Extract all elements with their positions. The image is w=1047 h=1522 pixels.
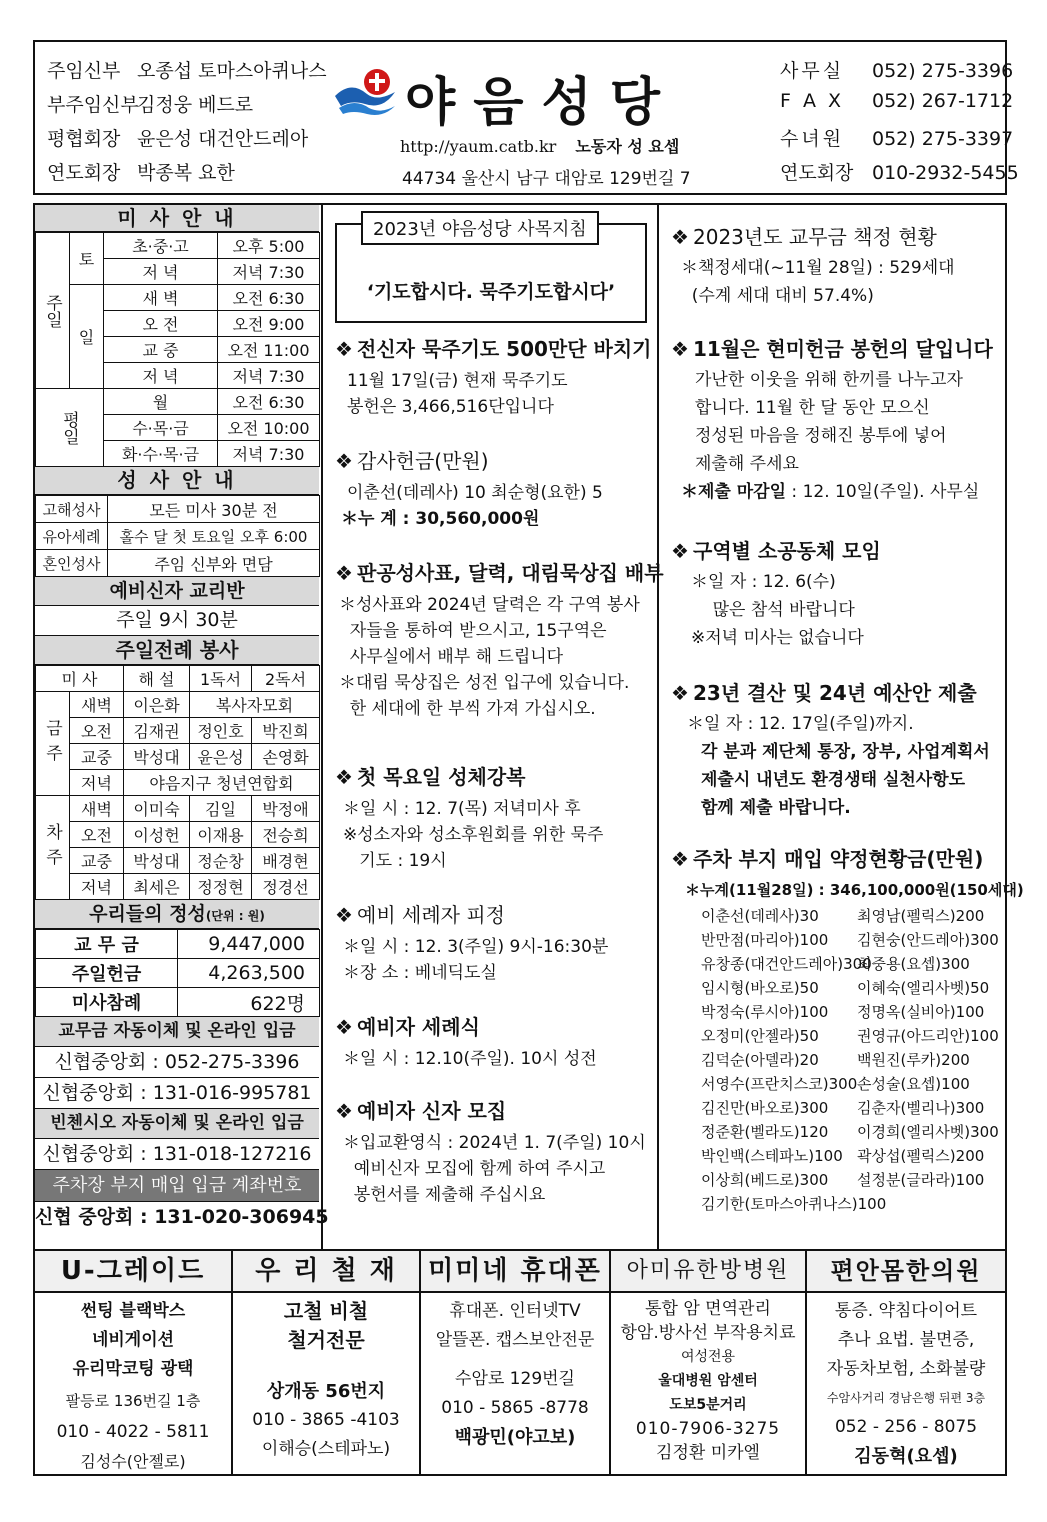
diamond-bullet-icon: ❖ xyxy=(335,903,353,927)
list-item: 유창종(대건안드레아)300최중용(요셉)300 xyxy=(701,955,970,973)
tithe-account-1: 신협중앙회 : 052-275-3396 xyxy=(35,1047,319,1078)
sacrament-table: 고해성사 모든 미사 30분 전 유아세례 홀수 달 첫 토요일 오후 6:00 혼인성사 주임 신부와 면담 xyxy=(35,495,320,577)
parking-account-title: 주차장 부지 매입 입금 계좌번호 xyxy=(35,1170,319,1202)
sacrament-title: 성 사 안 내 xyxy=(35,467,319,495)
parish-logo xyxy=(333,60,723,133)
diamond-bullet-icon: ❖ xyxy=(671,847,689,871)
website-url: http://yaum.catb.kr 노동자 성 요셉 xyxy=(400,137,680,156)
list-item: 박인백(스테파노)100 곽상섭(펠릭스)200 xyxy=(701,1147,985,1165)
rosary-section: ❖ 전신자 묵주기도 500만단 바치기 11월 17일(금) 현재 묵주기도 봉헌은 3,466,516단입니다 xyxy=(335,337,652,417)
liturgy-title: 주일전례 봉사 xyxy=(35,636,319,665)
list-item: 정준환(벨라도)120 이경희(엘리사벳)300 xyxy=(701,1123,999,1141)
address: 44734 울산시 남구 대암로 129번길 7 xyxy=(402,169,691,189)
list-item: 김기한(토마스아퀴나스)100 xyxy=(701,1195,887,1213)
list-item: 임시형(바오로)50 이혜숙(엘리사벳)50 xyxy=(701,979,990,997)
mass-schedule-table: 주일 토 초·중·고 오후 5:00 저 녁 저녁 7:30 일 새 벽 오전 6:30 오 전 오전 9:00 교 중 오전 11:00 저 녁 저녁 7:30 평일 월 오전 6:30 수·목·금 오전 10:00 화·수·목·금 저녁 7:30 xyxy=(35,232,320,467)
list-item: 오정미(안젤라)50 권영규(아드리안)100 xyxy=(701,1027,999,1045)
ad-amiyu-hospital: 아미유한방병원 통합 암 면역관리 항암.방사선 부작용치료 여성전용 울대병원 암센터 도보5분거리 010-7906-3275 김정환 미카엘 xyxy=(611,1251,807,1474)
list-item: 이춘선(데레사)30 최영남(펠릭스)200 xyxy=(701,907,985,925)
pastoral-motto: ‘기도합시다. 묵주기도합시다’ xyxy=(366,281,616,303)
ad-pyeonan-clinic: 편안몸한의원 통증. 약침다이어트 추나 요법. 불면증, 자동차보험, 소화불량 수암사거리 경남은행 뒤편 3층 052 - 256 - 8075 김동혁(요셉) xyxy=(807,1251,1005,1474)
tithe-account-2: 신협중앙회 : 131-016-995781 xyxy=(35,1078,319,1109)
diamond-bullet-icon: ❖ xyxy=(335,765,353,789)
liturgy-table: 미 사 해 설 1독서 2독서 금주 새벽 이은화 복사자모회 오전 김재권 정인호 박진희 교중 박성대 윤은성 손영화 저녁 야음지구 청년연합회 차주 새벽 이미숙 김일 박정애 오전 이성헌 이재용 전승희 교중 박성대 정순창 배경현 저녁 최세은 정정현 정경선 xyxy=(35,665,320,900)
contact-list: 사무실 052) 275-3396 F A X 052) 267-1712 수녀원 052) 275-3397 연도회장 010-2932-5455 xyxy=(780,60,1019,184)
diamond-bullet-icon: ❖ xyxy=(671,225,689,249)
donor-list xyxy=(671,904,1005,1216)
diamond-bullet-icon: ❖ xyxy=(335,337,353,361)
tithe-account-title: 교무금 자동이체 및 온라인 입금 xyxy=(35,1017,319,1047)
vincent-account-title: 빈첸시오 자동이체 및 온라인 입금 xyxy=(35,1109,319,1139)
parking-pledge-section: ❖ 주차 부지 매입 약정현황금(만원) ＊누계(11월28일) : 346,100,000원(150세대) 이춘선(데레사)30 최영남(펠릭스)200 반만점(마리아)100 김현숭(안드레아)300 유창종(대건안드레아)300최중용(요셉)300 임시형(바오로)50 이혜숙(엘리사벳)50 박정숙(루시아)100 정명옥(실비아)100 오정미(안젤라)50 권영규(아드리안)100 김덕순(아델라)20 백원진(루카)200 서영수(프란치스코)300손성술(요셉)100 김진만(바오로)300 김춘자(벨리나)300 정준환(벨라도)120 이경희(엘리사벳)300 박인백(스테파노)100 곽상섭(펠릭스)200 이상희(베드로)300 설정분(글라라)100 김기한(토마스아퀴나스)100 xyxy=(671,843,1005,1216)
tithe-status-section: ❖ 2023년도 교무금 책정 현황 ＊책정세대(~11월 28일) : 529세대 (수계 세대 대비 57.4%) xyxy=(671,225,955,306)
thanks-offering-section: ❖ 감사헌금(만원) 이춘선(데레사) 10 최순형(요한) 5 ＊누 계 : 30,560,000원 xyxy=(335,449,603,529)
pastoral-guideline-title: 2023년 야음성당 사목지침 xyxy=(361,211,599,245)
mass-title: 미 사 안 내 xyxy=(35,205,319,232)
retreat-section: ❖ 예비 세례자 피정 ＊일 시 : 12. 3(주일) 9시-16:30분 ＊장 소 : 베네딕도실 xyxy=(335,903,609,983)
catechumen-title: 예비신자 교리반 xyxy=(35,577,319,606)
advertisement-strip xyxy=(33,1251,1007,1476)
main-content xyxy=(33,203,1024,1251)
list-item: 이상희(베드로)300 설정분(글라라)100 xyxy=(701,1171,985,1189)
baptism-rite-section: ❖ 예비자 세례식 ＊일 시 : 12.10(주일). 10시 성전 xyxy=(335,1015,597,1069)
catechumen-time: 주일 9시 30분 xyxy=(35,606,319,636)
adoration-section: ❖ 첫 목요일 성체강복 ＊일 시 : 12. 7(목) 저녁미사 후 ※성소자와 성소후원회를 위한 묵주 기도 : 19시 xyxy=(335,765,604,871)
middle-column xyxy=(321,205,664,1249)
diamond-bullet-icon: ❖ xyxy=(335,1015,353,1039)
diamond-bullet-icon: ❖ xyxy=(671,539,689,563)
recruit-section: ❖ 예비자 신자 모집 ＊입교환영식 : 2024년 1. 7(주일) 10시 예비신자 모집에 함께 하여 주시고 봉헌서를 제출해 주십시요 xyxy=(335,1099,646,1205)
clergy-list: 주임신부 오종섭 토마스아퀴나스 부주임신부김정웅 베드로 평협회장 윤은성 대건안드레아 연도회장 박종복 요한 xyxy=(47,60,327,184)
vincent-account: 신협중앙회 : 131-018-127216 xyxy=(35,1139,319,1170)
list-item: 반만점(마리아)100 김현숭(안드레아)300 xyxy=(701,931,999,949)
parking-account: 신협 중앙회 : 131-020-306945 xyxy=(35,1206,329,1228)
ad-woori-steel: 우 리 철 재 고철 비철 철거전문 상개동 56번지 010 - 3865 -4103 이해승(스테파노) xyxy=(233,1251,421,1474)
diamond-bullet-icon: ❖ xyxy=(335,449,353,473)
header xyxy=(33,40,1019,195)
rice-offering-section: ❖ 11월은 현미헌금 봉헌의 달입니다 가난한 이웃을 위해 한끼를 나누고자 합니다. 11월 한 달 동안 모으신 정성된 마음을 정해진 봉투에 넣어 제출해 주세요 ＊제출 마감일 : 12. 10일(주일). 사무실 xyxy=(671,337,993,502)
list-item: 김덕순(아델라)20 백원진(루카)200 xyxy=(701,1051,970,1069)
diamond-bullet-icon: ❖ xyxy=(335,1099,353,1123)
diamond-bullet-icon: ❖ xyxy=(335,561,353,585)
diamond-bullet-icon: ❖ xyxy=(671,681,689,705)
left-column xyxy=(35,205,329,1234)
parish-name: 야음성당 xyxy=(405,73,678,133)
offering-table: 교 무 금 9,447,000 주일헌금 4,263,500 미사참례 622명 xyxy=(35,929,320,1017)
ad-upgrade: U-그레이드 썬팅 블랙박스 네비게이션 유리막코팅 광택 팔등로 136번길 1층 010 - 4022 - 5811 김성수(안젤로) xyxy=(35,1251,233,1474)
budget-section: ❖ 23년 결산 및 24년 예산안 제출 ＊일 자 : 12. 17일(주일)까지. 각 분과 제단체 통장, 장부, 사업계획서 제출시 내년도 환경생태 실천사항도 함께 제출 바랍니다. xyxy=(671,681,990,818)
list-item: 김진만(바오로)300 김춘자(벨리나)300 xyxy=(701,1099,985,1117)
parish-emblem-icon xyxy=(333,66,399,118)
ad-mimine-phone: 미미네 휴대폰 휴대폰. 인터넷TV 알뜰폰. 캡스보안전문 수암로 129번길 010 - 5865 -8778 백광민(야고보) xyxy=(421,1251,611,1474)
list-item: 서영수(프란치스코)300손성술(요셉)100 xyxy=(701,1075,970,1093)
district-meeting-section: ❖ 구역별 소공동체 모임 ＊일 자 : 12. 6(수) 많은 참석 바랍니다 ※저녁 미사는 없습니다 xyxy=(671,539,881,648)
diamond-bullet-icon: ❖ xyxy=(671,337,689,361)
offering-title: 우리들의 정성(단위 : 원) xyxy=(35,900,319,929)
distribution-section: ❖ 판공성사표, 달력, 대림묵상집 배부 ＊성사표와 2024년 달력은 각 구역 봉사 자들을 통하여 받으시고, 15구역은 사무실에서 배부 해 드립니다 ＊대림 묵상집은 성전 입구에 있습니다. 한 세대에 한 부씩 가져 가십시오. xyxy=(335,561,664,719)
list-item: 박정숙(루시아)100 정명옥(실비아)100 xyxy=(701,1003,985,1021)
pastoral-guideline-box xyxy=(335,219,647,323)
